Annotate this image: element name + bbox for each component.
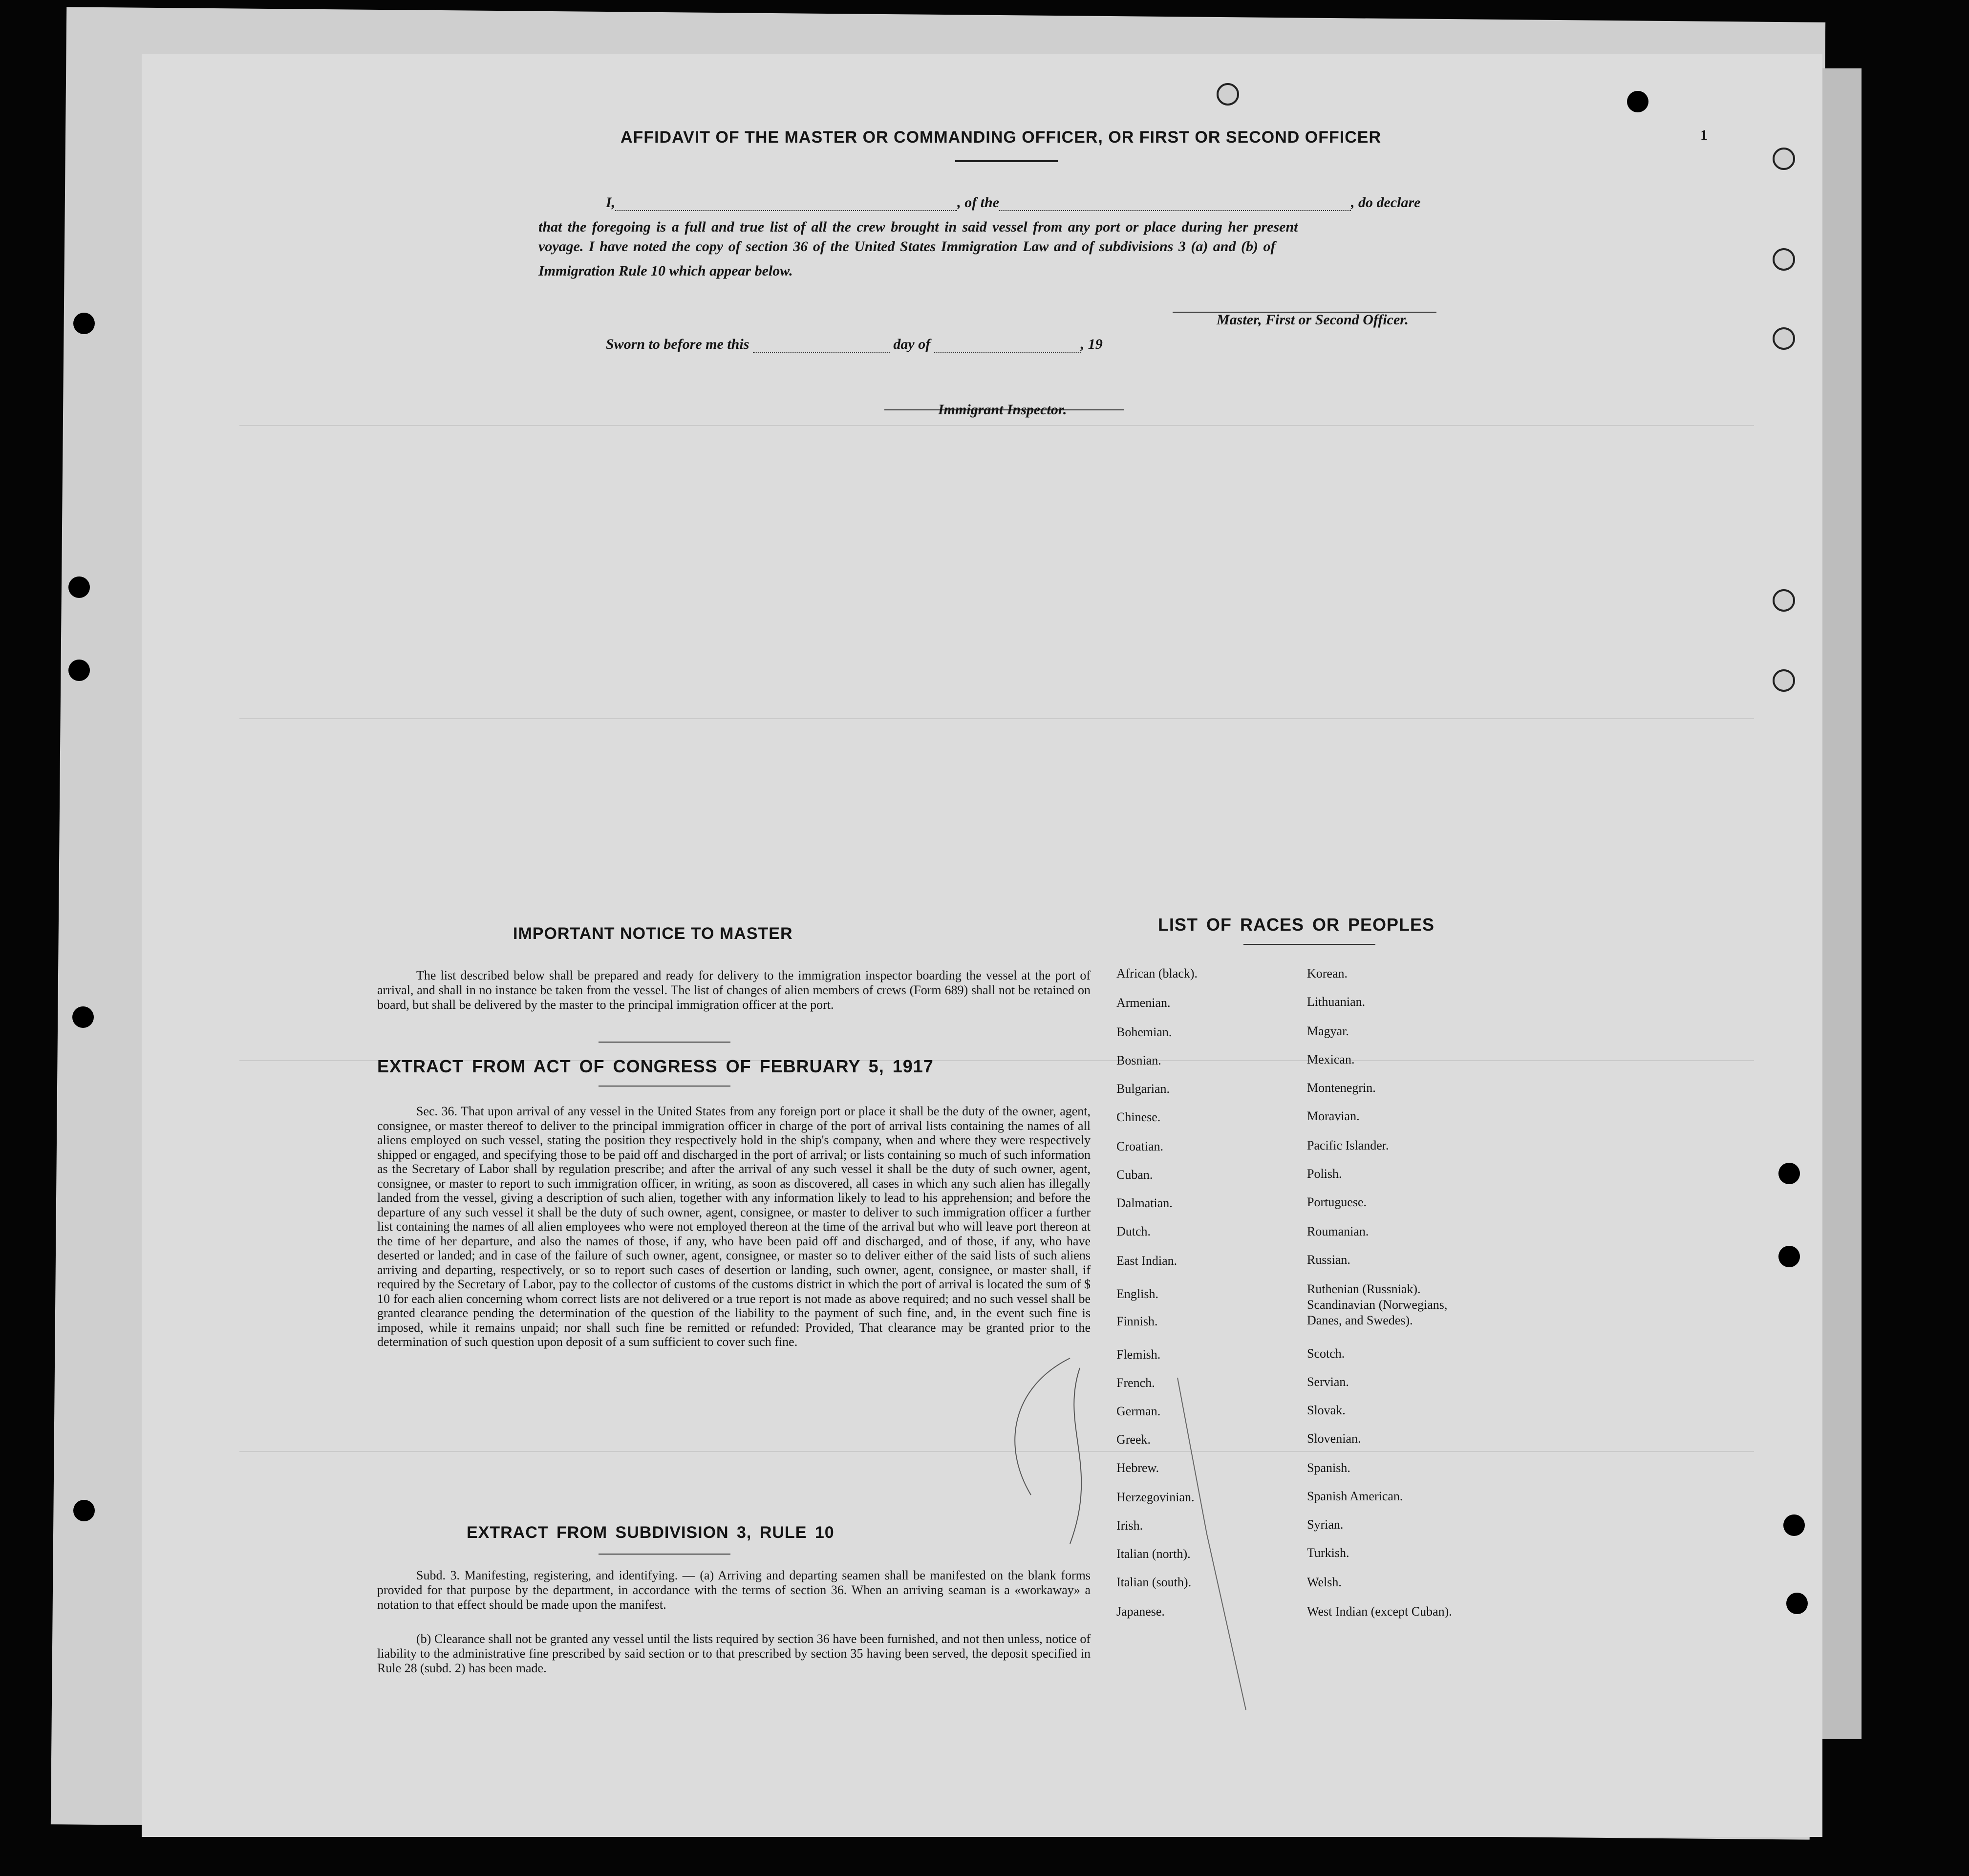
race-item: German. [1116, 1404, 1161, 1418]
race-item: Irish. [1116, 1518, 1143, 1533]
manifest-page [142, 54, 1822, 1837]
vessel-prefix: , of the [957, 194, 1000, 211]
sworn-month-field[interactable] [934, 352, 1081, 353]
affidavit-line-1 [606, 194, 1420, 211]
race-item: Slovak. [1307, 1403, 1346, 1417]
binder-hole [1783, 1514, 1805, 1536]
act-title: EXTRACT FROM ACT OF CONGRESS OF FEBRUARY 5, 1917 [377, 1056, 934, 1076]
race-item: Greek. [1116, 1432, 1151, 1447]
page-number: 1 [1700, 127, 1708, 143]
race-item: Roumanian. [1307, 1224, 1369, 1238]
race-item: Armenian. [1116, 996, 1171, 1010]
race-item: East Indian. [1116, 1254, 1177, 1268]
race-item: Lithuanian. [1307, 995, 1366, 1009]
binder-hole [1778, 1163, 1800, 1184]
race-item: Portuguese. [1307, 1195, 1367, 1209]
declarant-name-field[interactable] [615, 210, 957, 211]
sworn-day-label: day of [893, 336, 931, 352]
race-item: Scotch. [1307, 1346, 1345, 1361]
binder-hole-open [1773, 327, 1795, 350]
notice-text: The list described below shall be prepared and ready for delivery to the immigration inspector boarding the vessel at the port of arrival, and shall in no instance be taken from the vessel. The list of changes of alien members of crews (Form 689) shall not be retained on board, but shall be delivered by the master to the principal immigration officer at the port. [377, 968, 1091, 1012]
binder-hole [72, 1006, 94, 1028]
race-item: Finnish. [1116, 1314, 1158, 1328]
race-item: Magyar. [1307, 1024, 1349, 1038]
vessel-name-field[interactable] [999, 210, 1351, 211]
binder-hole [1778, 1246, 1800, 1267]
inspector-label: Immigrant Inspector. [938, 402, 1067, 418]
sworn-date-field[interactable] [753, 352, 890, 353]
rule-title: EXTRACT FROM SUBDIVISION 3, RULE 10 [467, 1523, 835, 1542]
races-title: LIST OF RACES OR PEOPLES [1158, 915, 1435, 935]
notice-title: IMPORTANT NOTICE TO MASTER [513, 924, 793, 943]
race-item: Scandinavian (Norwegians, [1307, 1298, 1448, 1312]
races-rule [1243, 944, 1375, 945]
sworn-line [606, 336, 1103, 353]
race-item: Mexican. [1307, 1052, 1355, 1066]
race-item: Danes, and Swedes). [1307, 1313, 1413, 1327]
binder-hole [1627, 91, 1648, 112]
pencil-marks [972, 1348, 1314, 1739]
rule-para-1: Subd. 3. Manifesting, registering, and identifying. — (a) Arriving and departing seamen shall be manifested on the blank forms provided for that purpose by the department, in accordance with the terms of section 36. When an arriving seaman is a «workaway» a notation to that effect should be made upon the manifest. [377, 1568, 1091, 1612]
race-item: Montenegrin. [1307, 1081, 1376, 1095]
race-item: African (black). [1116, 966, 1198, 981]
notice-rule [599, 1042, 730, 1043]
rule-title-rule [599, 1554, 730, 1555]
race-item: Turkish. [1307, 1546, 1349, 1560]
race-item: Russian. [1307, 1253, 1350, 1267]
binder-hole-open [1773, 669, 1795, 692]
binder-hole [73, 313, 95, 334]
binder-hole-open [1773, 589, 1795, 612]
affidavit-line-4: Immigration Rule 10 which appear below. [538, 263, 793, 279]
race-item: Croatian. [1116, 1139, 1164, 1153]
title-rule [955, 160, 1058, 162]
race-item: Spanish American. [1307, 1489, 1403, 1503]
binder-hole [1786, 1593, 1808, 1614]
binder-hole [68, 660, 90, 681]
act-rule [599, 1086, 730, 1087]
race-item: Syrian. [1307, 1517, 1344, 1532]
race-item: Italian (north). [1116, 1547, 1191, 1561]
binder-hole-open [1217, 83, 1239, 106]
declare-text: , do declare [1351, 194, 1421, 211]
race-item: Moravian. [1307, 1109, 1360, 1123]
race-item: French. [1116, 1376, 1155, 1390]
master-signature-label: Master, First or Second Officer. [1217, 312, 1409, 328]
race-item: Dalmatian. [1116, 1196, 1173, 1210]
race-item: Chinese. [1116, 1110, 1161, 1124]
race-item: Welsh. [1307, 1575, 1342, 1589]
race-item: Bulgarian. [1116, 1082, 1170, 1096]
affidavit-line-2: that the foregoing is a full and true list of all the crew brought in said vessel from any port or place during her present [538, 219, 1298, 235]
declarant-prefix: I, [606, 194, 616, 211]
race-item: Polish. [1307, 1167, 1342, 1181]
race-item: Herzegovinian. [1116, 1490, 1195, 1504]
race-item: Servian. [1307, 1375, 1349, 1389]
race-item: Slovenian. [1307, 1431, 1361, 1446]
race-item: West Indian (except Cuban). [1307, 1604, 1452, 1619]
race-item: Dutch. [1116, 1224, 1151, 1238]
act-text: Sec. 36. That upon arrival of any vessel in the United States from any foreign port or place it shall be the duty of the owner, agent, consignee, or master thereof to deliver to the principal immigration officer in charge of the port of arrival lists containing the names of all aliens employed on such vessel, stating the position they respectively hold in the ship's company, when and where they were respectively shipped or engaged, and specifying those to be paid off and discharged in the port of arrival; or lists containing so much of such information as the Secretary of Labor shall by regulation prescribe; and after the arrival of any such vessel it shall be the duty of such owner, agent, consignee, or master to report to such immigration officer, in writing, as soon as discovered, all cases in which any such alien has illegally landed from the vessel, giving a description of such alien, together with any information likely to lead to his apprehension; and before the departure of any such vessel it shall be the duty of such owner, agent, consignee, or master to deliver to such immigration officer a further list containing the names of all alien employees who were not employed thereon at the time of the arrival but who will leave port thereon at the time of her departure, and also the names of those, if any, who have been paid off and discharged, and of those, if any, who have deserted or landed; and in case of the failure of such owner, agent, consignee, or master so to deliver either of the said lists of such aliens arriving and departing, respectively, or so to report such cases of desertion or landing, such owner, agent, consignee, or master shall, if required by the Secretary of Labor, pay to the collector of customs of the customs district in which the port of arrival is located the sum of $ 10 for each alien concerning whom correct lists are not delivered or a true report is not made as above required; and no such vessel shall be granted clearance pending the determination of the question of the liability to the payment of such fine, and, in the event such fine is imposed, while it remains unpaid; nor shall such fine be remitted or refunded: Provided, That clearance may be granted prior to the determination of such question upon deposit of a sum sufficient to cover such fine. [377, 1104, 1091, 1349]
sworn-prefix: Sworn to before me this [606, 336, 749, 352]
race-item: English. [1116, 1287, 1158, 1301]
race-item: Cuban. [1116, 1168, 1153, 1182]
binder-hole [68, 576, 90, 598]
race-item: Ruthenian (Russniak). [1307, 1282, 1421, 1296]
binder-hole [73, 1500, 95, 1521]
affidavit-title: AFFIDAVIT OF THE MASTER OR COMMANDING OFFICER, OR FIRST OR SECOND OFFICER [621, 128, 1381, 147]
race-item: Japanese. [1116, 1604, 1165, 1619]
race-item: Bosnian. [1116, 1053, 1161, 1067]
binder-hole-open [1773, 248, 1795, 271]
race-item: Italian (south). [1116, 1575, 1192, 1589]
binder-hole-open [1773, 148, 1795, 170]
race-item: Spanish. [1307, 1461, 1350, 1475]
race-item: Flemish. [1116, 1347, 1161, 1362]
race-item: Bohemian. [1116, 1025, 1172, 1039]
sworn-year-label: , 19 [1080, 336, 1103, 352]
affidavit-line-3: voyage. I have noted the copy of section 36 of the United States Immigration Law and of subdivisions 3 (a) and (b) of [538, 238, 1276, 255]
race-item: Pacific Islander. [1307, 1138, 1389, 1152]
race-item: Korean. [1307, 966, 1348, 981]
rule-para-2: (b) Clearance shall not be granted any vessel until the lists required by section 36 have been furnished, and not then unless, notice of liability to the administrative fine prescribed by said section or to that prescribed by section 35 having been served, the deposit specified in Rule 28 (subd. 2) has been made. [377, 1632, 1091, 1675]
race-item: Hebrew. [1116, 1461, 1159, 1475]
